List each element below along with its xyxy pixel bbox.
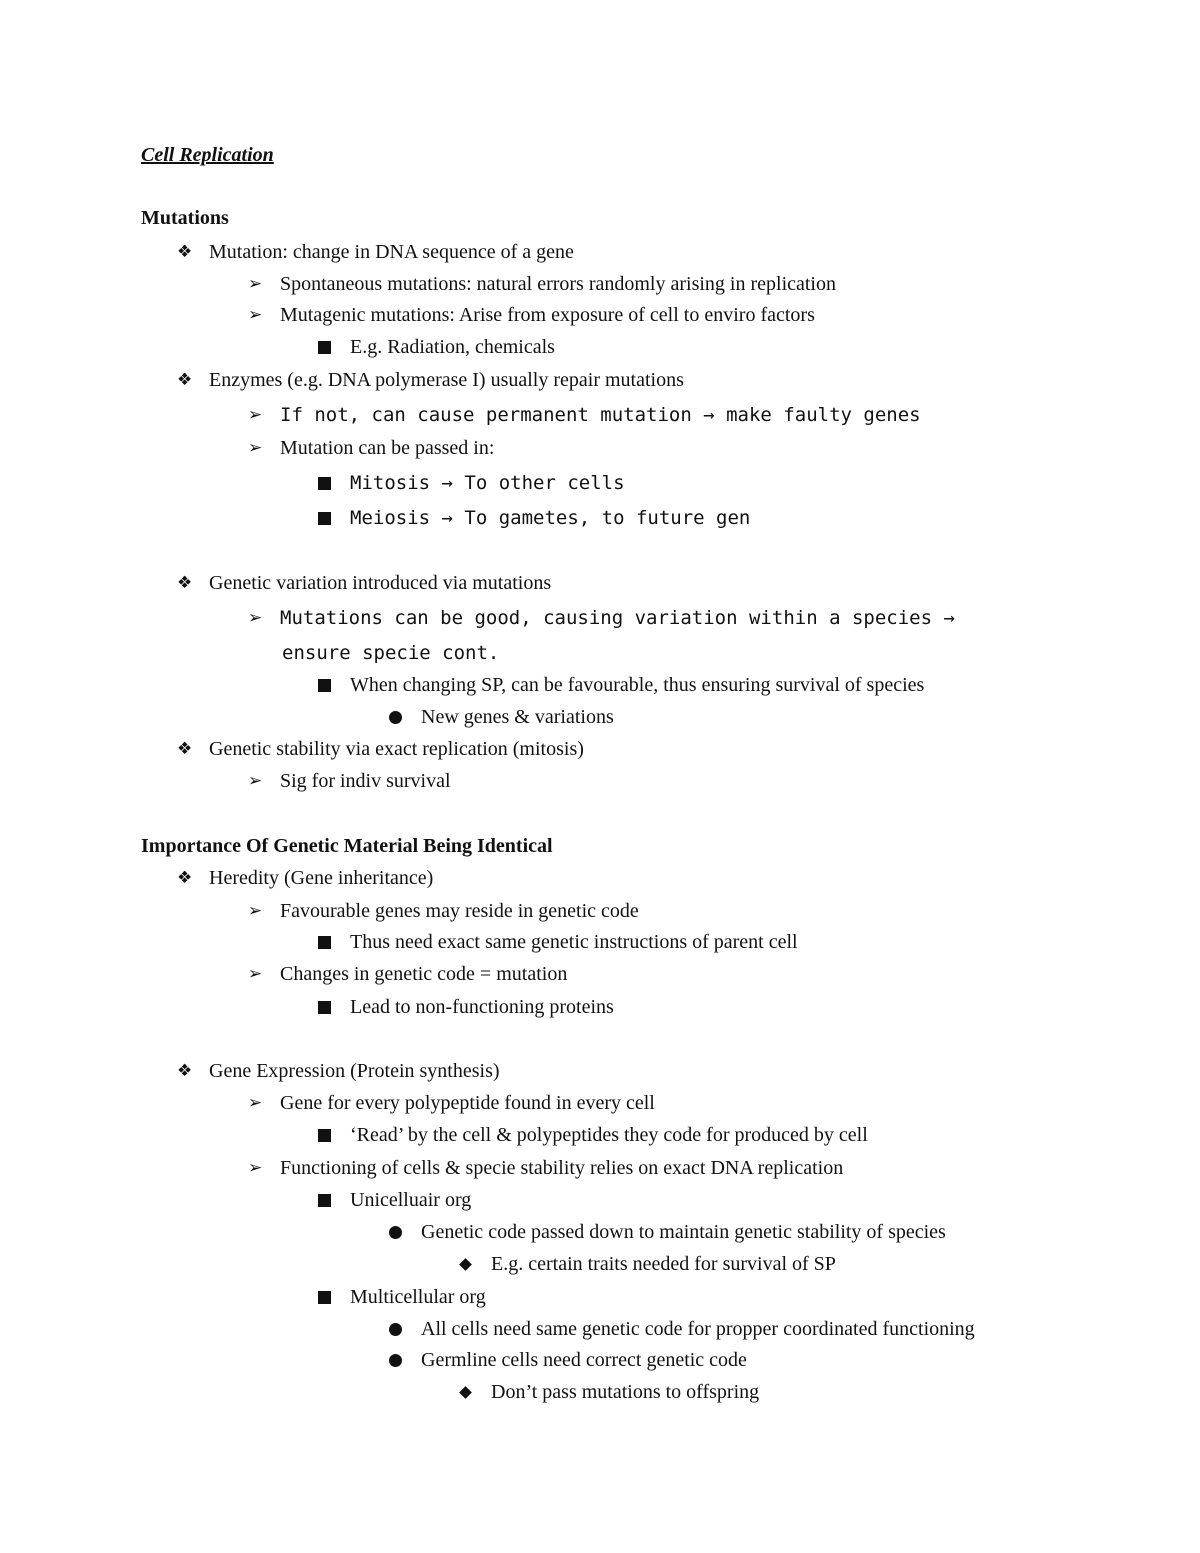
square-bullet-icon bbox=[318, 1194, 350, 1207]
list-item: ➢ If not, can cause permanent mutation → make faulty genes bbox=[248, 399, 921, 431]
arrow-bullet-icon: ➢ bbox=[248, 964, 263, 984]
square-bullet-icon bbox=[318, 512, 350, 525]
list-item: ➢ Favourable genes may reside in genetic code bbox=[248, 895, 639, 927]
list-item: Thus need exact same genetic instructions of parent cell bbox=[318, 926, 798, 958]
arrow-bullet-icon: ➢ bbox=[248, 1093, 263, 1113]
list-item: Germline cells need correct genetic code bbox=[389, 1344, 747, 1376]
arrow-bullet-icon: ➢ bbox=[248, 405, 263, 425]
arrow-bullet-icon: ➢ bbox=[248, 901, 263, 921]
list-item: ➢ Spontaneous mutations: natural errors randomly arising in replication bbox=[248, 268, 836, 300]
square-bullet-icon bbox=[318, 679, 350, 692]
dot-bullet-icon bbox=[389, 1323, 421, 1336]
four-diamond-bullet-icon: ❖ bbox=[177, 739, 193, 759]
list-item: E.g. certain traits needed for survival of SP bbox=[459, 1248, 836, 1280]
arrow-bullet-icon: ➢ bbox=[248, 771, 263, 791]
four-diamond-bullet-icon: ❖ bbox=[177, 1061, 193, 1081]
list-item: ➢ Gene for every polypeptide found in every cell bbox=[248, 1087, 655, 1119]
list-item: Mitosis → To other cells bbox=[318, 467, 625, 499]
list-item: ❖ Genetic stability via exact replication (mitosis) bbox=[177, 733, 584, 765]
list-item: When changing SP, can be favourable, thus ensuring survival of species bbox=[318, 669, 924, 701]
list-item-continuation: ensure specie cont. bbox=[282, 642, 500, 664]
square-bullet-icon bbox=[318, 936, 350, 949]
arrow-bullet-icon: ➢ bbox=[248, 608, 263, 628]
four-diamond-bullet-icon: ❖ bbox=[177, 573, 193, 593]
list-item: ❖ Mutation: change in DNA sequence of a gene bbox=[177, 236, 574, 268]
list-item: ➢ Mutation can be passed in: bbox=[248, 432, 494, 464]
arrow-bullet-icon: ➢ bbox=[248, 438, 263, 458]
dot-bullet-icon bbox=[389, 1354, 421, 1367]
diamond-bullet-icon bbox=[459, 1260, 491, 1269]
list-item: New genes & variations bbox=[389, 701, 614, 733]
list-item: ❖ Enzymes (e.g. DNA polymerase I) usually repair mutations bbox=[177, 364, 684, 396]
list-item: ❖ Genetic variation introduced via mutations bbox=[177, 567, 551, 599]
square-bullet-icon bbox=[318, 1291, 350, 1304]
square-bullet-icon bbox=[318, 1129, 350, 1142]
list-item: Lead to non-functioning proteins bbox=[318, 991, 614, 1023]
list-item: Genetic code passed down to maintain genetic stability of species bbox=[389, 1216, 946, 1248]
square-bullet-icon bbox=[318, 1001, 350, 1014]
list-item: ➢ Mutagenic mutations: Arise from exposure of cell to enviro factors bbox=[248, 299, 815, 331]
list-item: ➢ Mutations can be good, causing variation within a species → bbox=[248, 602, 955, 634]
square-bullet-icon bbox=[318, 341, 350, 354]
list-item: Don’t pass mutations to offspring bbox=[459, 1376, 759, 1408]
diamond-bullet-icon bbox=[459, 1388, 491, 1397]
four-diamond-bullet-icon: ❖ bbox=[177, 370, 193, 390]
four-diamond-bullet-icon: ❖ bbox=[177, 242, 193, 262]
arrow-bullet-icon: ➢ bbox=[248, 305, 263, 325]
document-title: Cell Replication bbox=[141, 144, 274, 166]
list-item: ➢ Changes in genetic code = mutation bbox=[248, 958, 567, 990]
list-item: E.g. Radiation, chemicals bbox=[318, 331, 555, 363]
section-heading-mutations: Mutations bbox=[141, 207, 229, 229]
four-diamond-bullet-icon: ❖ bbox=[177, 868, 193, 888]
dot-bullet-icon bbox=[389, 1226, 421, 1239]
square-bullet-icon bbox=[318, 477, 350, 490]
list-item: ➢ Sig for indiv survival bbox=[248, 765, 451, 797]
list-item: Meiosis → To gametes, to future gen bbox=[318, 502, 750, 534]
list-item: ❖ Heredity (Gene inheritance) bbox=[177, 862, 433, 894]
list-item: Multicellular org bbox=[318, 1281, 486, 1313]
list-item: All cells need same genetic code for propper coordinated functioning bbox=[389, 1313, 975, 1345]
list-item: ❖ Gene Expression (Protein synthesis) bbox=[177, 1055, 500, 1087]
list-item: Unicelluair org bbox=[318, 1184, 471, 1216]
list-item: ➢ Functioning of cells & specie stability relies on exact DNA replication bbox=[248, 1152, 843, 1184]
arrow-bullet-icon: ➢ bbox=[248, 1158, 263, 1178]
arrow-bullet-icon: ➢ bbox=[248, 274, 263, 294]
dot-bullet-icon bbox=[389, 711, 421, 724]
list-item: ‘Read’ by the cell & polypeptides they code for produced by cell bbox=[318, 1119, 868, 1151]
section-heading-importance: Importance Of Genetic Material Being Identical bbox=[141, 835, 553, 857]
